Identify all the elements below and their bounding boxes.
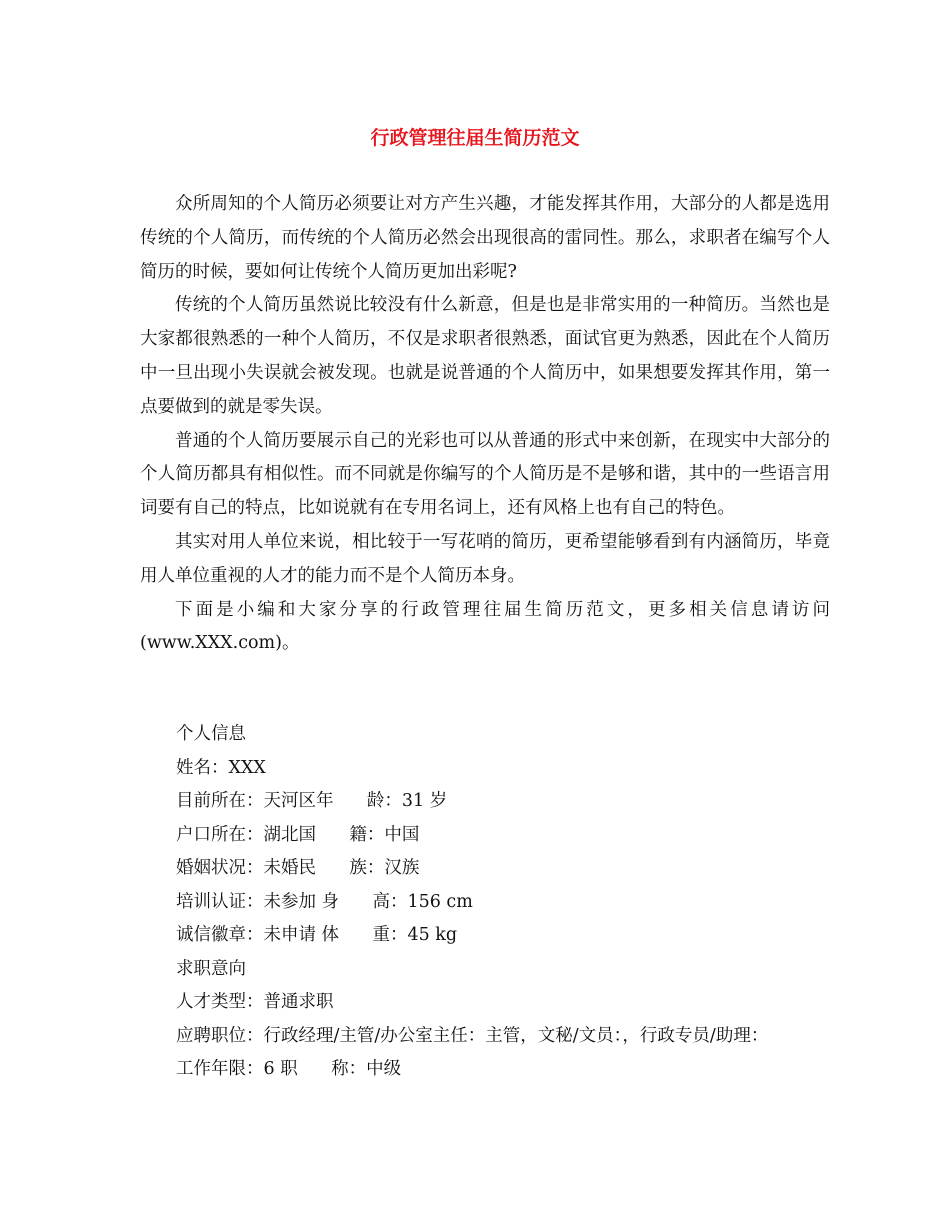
info-line-badge-weight: 诚信徽章：未申请 体 重：45 kg xyxy=(176,925,458,945)
info-line-talent-type: 人才类型：普通求职 xyxy=(176,992,334,1012)
document-title: 行政管理往届生简历范文 xyxy=(370,127,580,149)
paragraph: 其实对用人单位来说，相比较于一写花哨的简历，更希望能够看到有内涵简历，毕竟用人单位重视的人才的能力而不是个人简历本身。 xyxy=(140,531,830,586)
section-heading-job-intention: 求职意向 xyxy=(176,958,246,979)
paragraph: 下面是小编和大家分享的行政管理往届生简历范文，更多相关信息请访问(www.XXX.com)。 xyxy=(140,599,830,654)
info-line-location-age: 目前所在：天河区年 龄：31 岁 xyxy=(176,791,448,811)
resume-info-section xyxy=(176,718,768,1087)
info-line-name: 姓名：XXX xyxy=(176,757,266,778)
info-line-years-title: 工作年限：6 职 称：中级 xyxy=(176,1059,402,1079)
paragraph: 普通的个人简历要展示自己的光彩也可以从普通的形式中来创新，在现实中大部分的个人简历都具有相似性。而不同就是你编写的个人简历是不是够和谐，其中的一些语言用词要有自己的特点，比如说就有在专用名词上，还有风格上也有自己的特色。 xyxy=(140,430,830,519)
info-line-marital-ethnicity: 婚姻状况：未婚民 族：汉族 xyxy=(176,858,420,878)
paragraph: 众所周知的个人简历必须要让对方产生兴趣，才能发挥其作用，大部分的人都是选用传统的个人简历，而传统的个人简历必然会出现很高的雷同性。那么，求职者在编写个人简历的时候，要如何让传统个人简历更加出彩呢? xyxy=(140,194,830,282)
section-heading-personal-info: 个人信息 xyxy=(176,724,246,744)
paragraph: 传统的个人简历虽然说比较没有什么新意，但是也是非常实用的一种简历。当然也是大家都很熟悉的一种个人简历，不仅是求职者很熟悉，面试官更为熟悉，因此在个人简历中一旦出现小失误就会被发现。也就是说普通的个人简历中，如果想要发挥其作用，第一点要做到的就是零失误。 xyxy=(140,295,830,417)
document-body xyxy=(140,188,830,661)
info-line-training-height: 培训认证：未参加 身 高：156 cm xyxy=(176,891,473,912)
info-line-positions: 应聘职位：行政经理/主管/办公室主任：主管，文秘/文员：，行政专员/助理： xyxy=(176,1025,769,1046)
info-line-hukou-nationality: 户口所在：湖北国 籍：中国 xyxy=(176,824,420,845)
